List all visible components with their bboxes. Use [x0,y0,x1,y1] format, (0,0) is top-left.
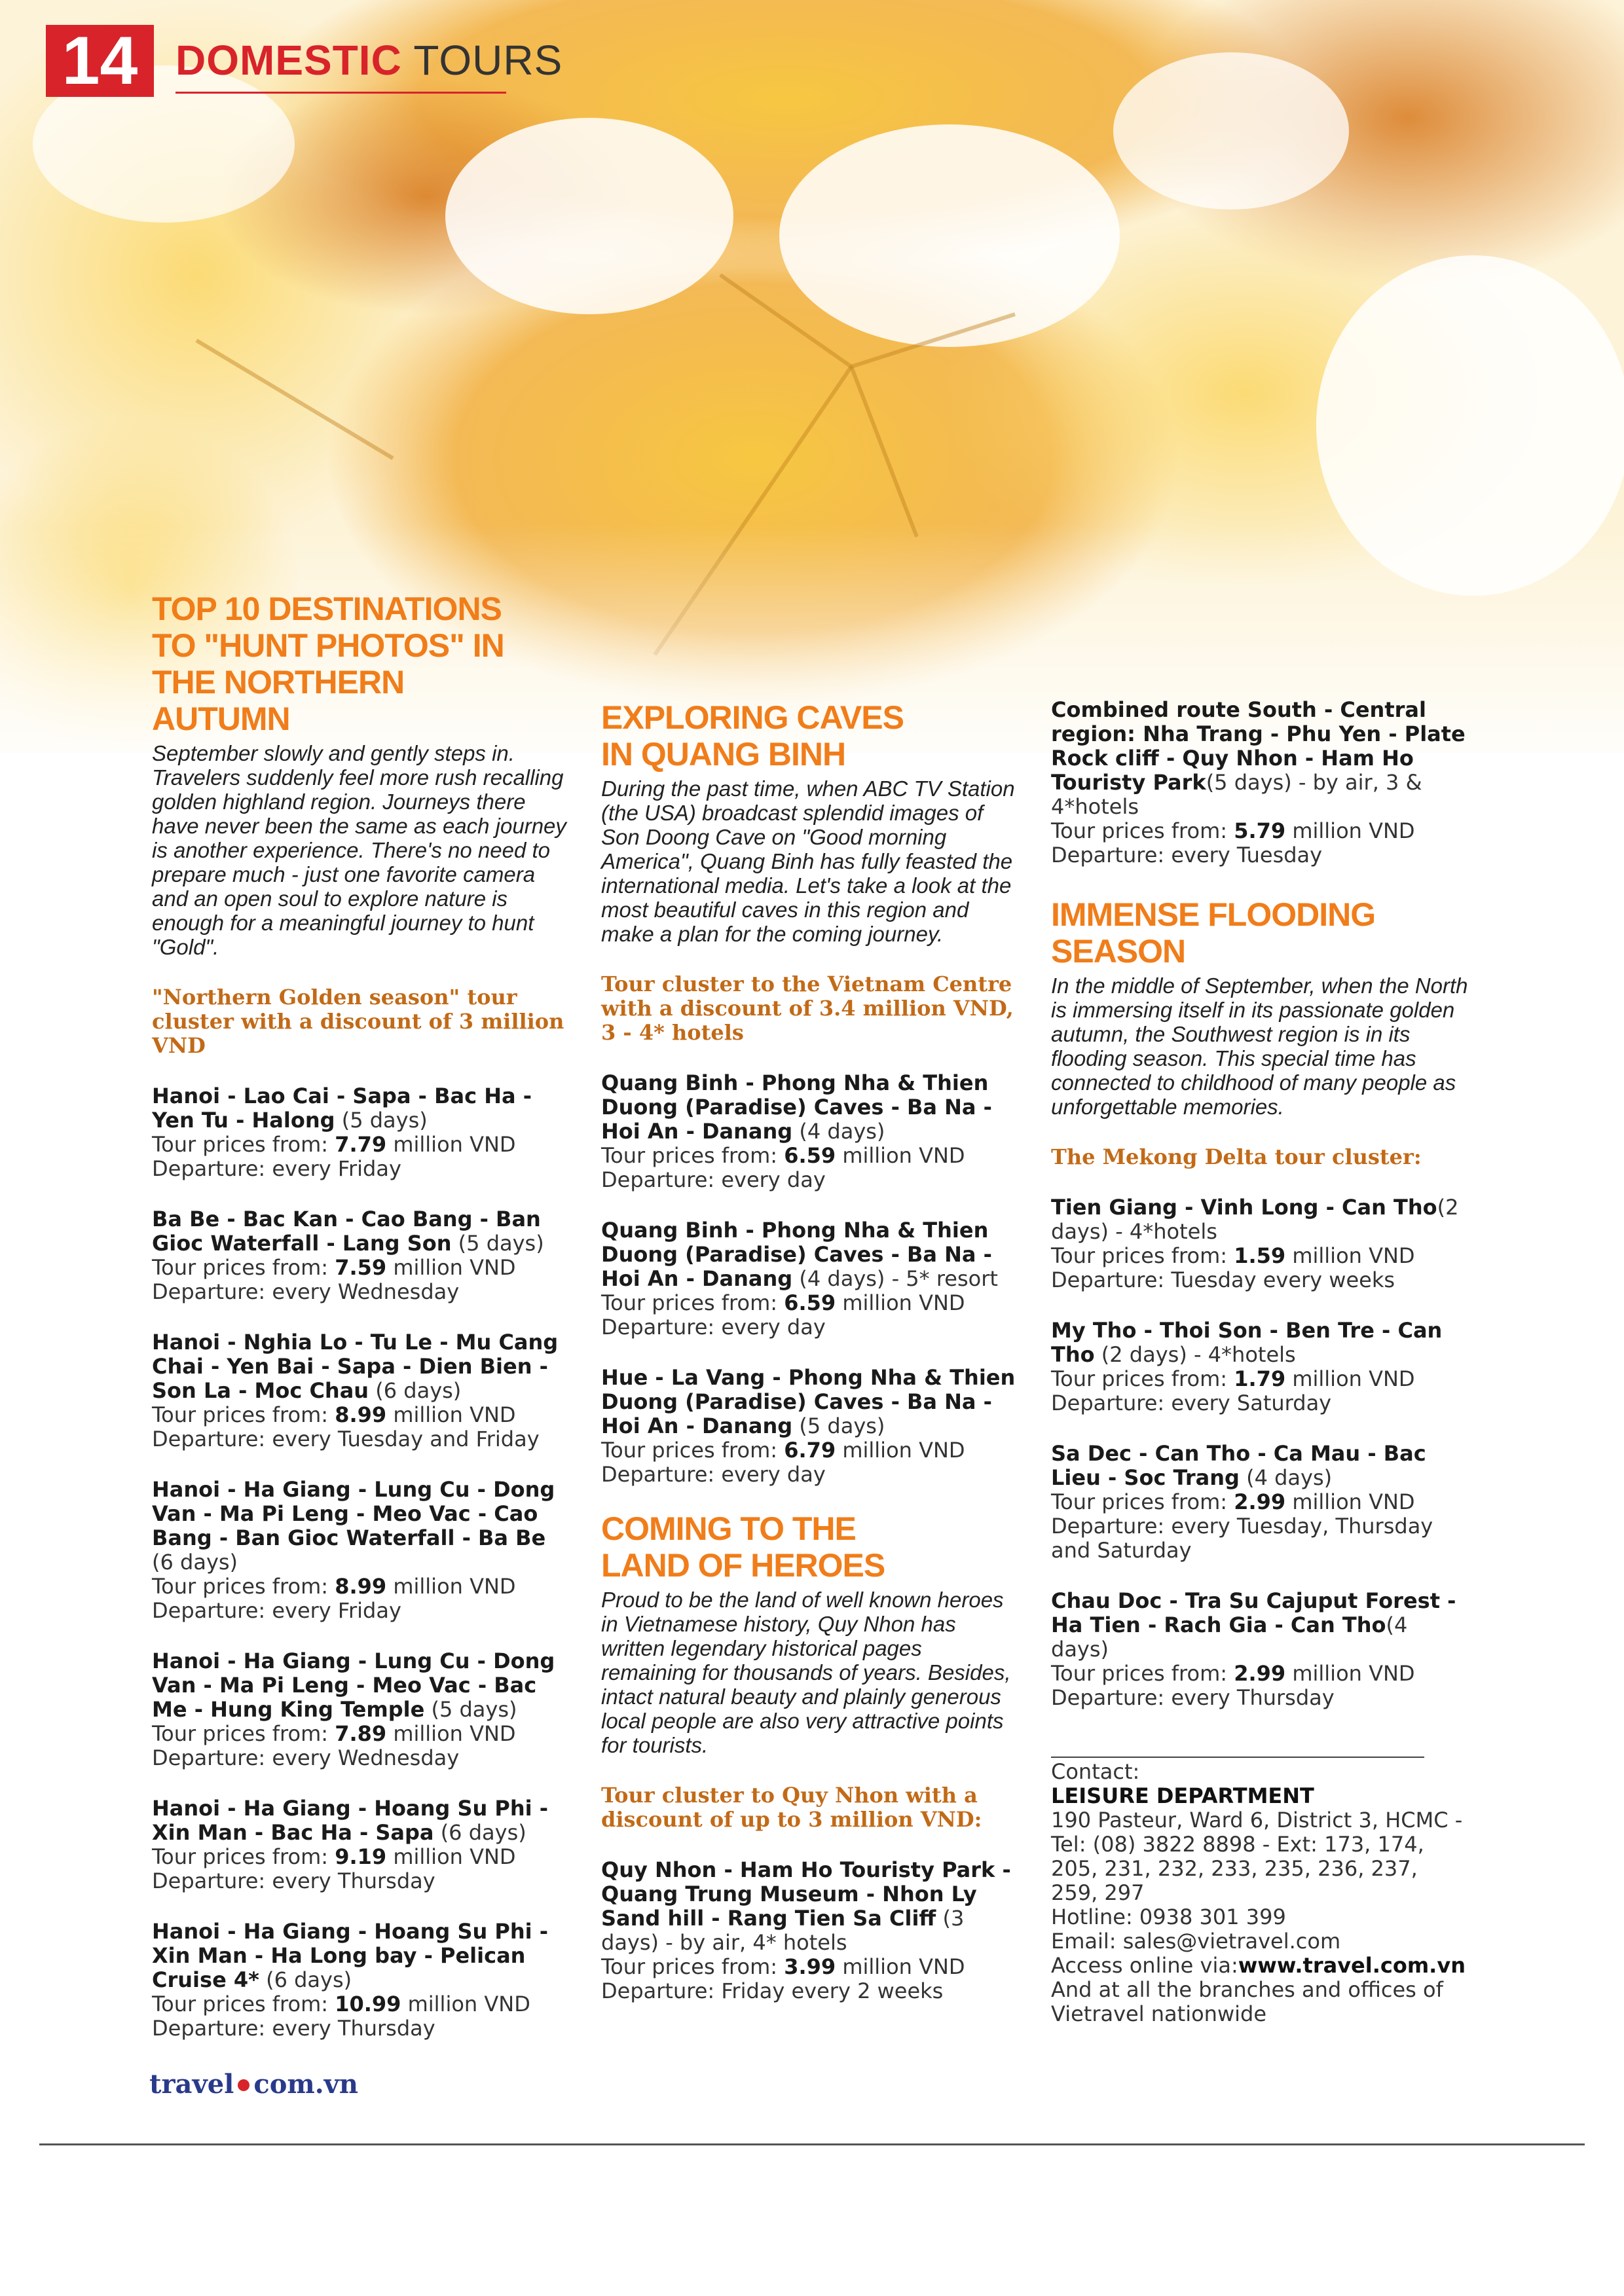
contact-block [1051,1760,1470,2026]
contact-hotline: Hotline: 0938 301 399 [1051,1904,1286,1929]
tour-price-line [601,1291,1020,1315]
tour-route: Tien Giang - Vinh Long - Can Tho [1051,1195,1437,1220]
tour-route-line [601,1218,1020,1291]
contact-email[interactable]: Email: sales@vietravel.com [1051,1929,1341,1954]
tour-duration: (5 days) [335,1108,428,1133]
tour-price-prefix: Tour prices from: [1051,1243,1234,1268]
tour-price-value: 10.99 [335,1992,401,2016]
tour-route: Hanoi - Ha Giang - Hoang Su Phi - Xin Man - Bac Ha - Sapa [152,1796,549,1845]
tour-departure: Departure: every day [601,1167,826,1192]
tour-route-line [152,1207,571,1256]
brand-domain: com.vn [253,2069,358,2100]
brand-dot-icon [238,2079,249,2091]
tour-duration: (4 days) [1239,1465,1333,1490]
tour-duration: (6 days) [369,1378,462,1403]
article-heading-caves: EXPLORING CAVES IN QUANG BINH [601,699,904,773]
tour-price-prefix: Tour prices from: [1051,1661,1234,1686]
tour-departure: Departure: every Thursday [1051,1685,1335,1710]
tour-price-line [152,1845,571,1869]
tour-route: My Tho - Thoi Son - Ben Tre - Can Tho [1051,1318,1443,1367]
tour-departure: Departure: every Wednesday [152,1745,460,1770]
tour-route: Hanoi - Ha Giang - Lung Cu - Dong Van - Ma Pi Leng - Meo Vac - Bac Me - Hung King Temple [152,1649,555,1722]
tour-price-prefix: Tour prices from: [152,1132,335,1157]
tour-item [1051,1589,1470,1710]
tour-price-value: 5.79 [1234,818,1286,843]
tour-price-suffix: million VND [1285,1366,1415,1391]
tour-item [601,1858,1020,2003]
tour-price-line [152,1992,571,2016]
tour-route: Hanoi - Lao Cai - Sapa - Bac Ha - Yen Tu - Halong [152,1084,532,1133]
tour-route: Ba Be - Bac Kan - Cao Bang - Ban Gioc Waterfall - Lang Son [152,1207,541,1256]
tour-departure: Departure: every Tuesday and Friday [152,1427,540,1451]
tour-price-prefix: Tour prices from: [601,1143,784,1168]
article-heading-heroes: COMING TO THE LAND OF HEROES [601,1510,885,1584]
tour-route: Quy Nhon - Ham Ho Touristy Park - Quang Trung Museum - Nhon Ly Sand hill - Rang Tien Sa Cliff [601,1857,1011,1931]
tour-item [152,1920,571,2041]
column-3 [1051,698,1470,1710]
tour-route: Hanoi - Ha Giang - Hoang Su Phi - Xin Man - Ha Long bay - Pelican Cruise 4* [152,1919,549,1992]
tour-duration: (6 days) [434,1820,526,1845]
tour-price-value: 6.59 [784,1143,836,1168]
tour-route-line [1051,698,1470,819]
tour-price-prefix: Tour prices from: [152,1574,335,1599]
tour-price-suffix: million VND [836,1143,965,1168]
tour-duration: (4 days) [1051,1613,1408,1662]
tour-price-line [152,1133,571,1157]
brand-travel: travel [149,2069,234,2100]
tour-item [1051,698,1470,867]
tour-cluster-heading-mekong: The Mekong Delta tour cluster: [1051,1144,1422,1169]
tour-item [1051,1195,1470,1292]
contact-address: 190 Pasteur, Ward 6, District 3, HCMC - Tel: (08) 3822 8898 - Ext: 173, 174, 205, 231, 232, 233, 235, 236, 237, 259, 297 [1051,1808,1463,1905]
tour-price-value: 3.99 [784,1954,836,1979]
column-1 [152,591,571,2041]
tour-list-mekong [1051,1195,1470,1710]
tour-duration: (5 days) [451,1231,544,1256]
tour-route-line [1051,1442,1470,1490]
tour-price-suffix: million VND [386,1721,516,1746]
tour-price-prefix: Tour prices from: [152,1402,335,1427]
tour-departure: Departure: every Saturday [1051,1391,1332,1415]
tour-duration: (3 days) - by air, 4* hotels [601,1906,965,1955]
tour-item [152,1478,571,1623]
tour-price-value: 7.79 [335,1132,387,1157]
tour-item [1051,1442,1470,1563]
tour-route: Sa Dec - Can Tho - Ca Mau - Bac Lieu - Soc Trang [1051,1441,1426,1490]
tour-cluster-heading-northern: "Northern Golden season" tour cluster with a discount of 3 million VND [152,985,564,1058]
tour-route-line [152,1330,571,1403]
tour-price-value: 7.89 [335,1721,387,1746]
contact-divider [1051,1757,1424,1758]
tour-route-line [152,1084,571,1133]
tour-price-prefix: Tour prices from: [601,1290,784,1315]
tour-price-value: 2.99 [1234,1489,1286,1514]
tour-route: Quang Binh - Phong Nha & Thien Duong (Paradise) Caves - Ba Na - Hoi An - Danang [601,1070,992,1144]
tour-price-suffix: million VND [836,1438,965,1463]
article-intro-northern-autumn: September slowly and gently steps in. Travelers suddenly feel more rush recalling golden highland region. Journeys there have never been the same as each journey is another experience. There's no need to prepare much - just one favorite camera and an open soul to explore nature is enough for a meaningful journey to hunt "Gold". [152,741,566,959]
tour-price-line [601,1955,1020,1979]
tour-route-line [152,1649,571,1722]
tour-price-value: 2.99 [1234,1661,1286,1686]
tour-route: Combined route South - Central region: Nha Trang - Phu Yen - Plate Rock cliff - Quy Nhon - Ham Ho Touristy Park [1051,697,1466,795]
tour-departure: Departure: every Tuesday, Thursday and Saturday [1051,1514,1433,1563]
tour-price-line [152,1256,571,1280]
tour-price-prefix: Tour prices from: [601,1954,784,1979]
tour-cluster-heading-centre: Tour cluster to the Vietnam Centre with a discount of 3.4 million VND, 3 - 4* hotels [601,972,1014,1045]
tour-item [601,1071,1020,1192]
article-intro-caves: During the past time, when ABC TV Station (the USA) broadcast splendid images of Son Doong Cave on "Good morning America", Quang Binh has fully feasted the international media. Let's take a look at the most beautiful caves in this region and make a plan for the coming journey. [601,776,1015,946]
tour-price-line [601,1438,1020,1463]
tour-list-quy-nhon [601,1858,1020,2003]
tour-duration: (2 days) - 4*hotels [1094,1342,1296,1367]
tour-route-line [1051,1319,1470,1367]
tour-price-line [1051,819,1470,843]
tour-combined-route [1051,698,1470,867]
tour-price-line [1051,1490,1470,1514]
tour-price-value: 9.19 [335,1844,387,1869]
tour-departure: Departure: every day [601,1462,826,1487]
tour-price-value: 6.79 [784,1438,836,1463]
tour-duration: (5 days) [424,1697,517,1722]
tour-price-value: 8.99 [335,1402,387,1427]
tour-price-value: 1.79 [1234,1366,1286,1391]
tour-route-line [152,1920,571,1992]
tour-route: Quang Binh - Phong Nha & Thien Duong (Paradise) Caves - Ba Na - Hoi An - Danang [601,1218,992,1291]
article-intro-heroes: Proud to be the land of well known heroes in Vietnamese history, Quy Nhon has written legendary historical pages remaining for thousands of years. Besides, intact natural beauty and plainly generous local people are also very attractive points for tourists. [601,1588,1011,1757]
tour-duration: (6 days) [152,1550,238,1575]
tour-price-line [1051,1244,1470,1268]
tour-item [601,1366,1020,1487]
tour-departure: Departure: every Friday [152,1156,401,1181]
tour-route-line [1051,1195,1470,1244]
contact-website-link[interactable]: www.travel.com.vn [1238,1953,1466,1978]
tour-route-line [601,1366,1020,1438]
tour-departure: Departure: Tuesday every weeks [1051,1267,1395,1292]
tour-price-suffix: million VND [386,1255,516,1280]
tour-price-value: 6.59 [784,1290,836,1315]
tour-departure: Departure: every Tuesday [1051,843,1323,867]
contact-label: Contact: [1051,1759,1140,1784]
tour-departure: Departure: every day [601,1315,826,1339]
column-2 [601,699,1020,2003]
tour-departure: Departure: every Friday [152,1598,401,1623]
tour-duration: (5 days) [792,1413,885,1438]
tour-duration: (6 days) [259,1967,352,1992]
tour-route-line [1051,1589,1470,1662]
tour-route-line [601,1858,1020,1955]
tour-price-suffix: million VND [401,1992,530,2016]
tour-item [152,1084,571,1181]
tour-route: Hanoi - Ha Giang - Lung Cu - Dong Van - Ma Pi Leng - Meo Vac - Cao Bang - Ban Gioc Waterfall - Ba Be [152,1477,555,1550]
tour-price-prefix: Tour prices from: [1051,818,1234,843]
tour-cluster-heading-quy-nhon: Tour cluster to Quy Nhon with a discount of up to 3 million VND: [601,1783,982,1832]
tour-price-value: 7.59 [335,1255,387,1280]
tour-price-suffix: million VND [386,1844,516,1869]
tour-route: Hue - La Vang - Phong Nha & Thien Duong (Paradise) Caves - Ba Na - Hoi An - Danang [601,1365,1016,1438]
tour-departure: Departure: Friday every 2 weeks [601,1978,944,2003]
footer-brand-logo[interactable] [149,2069,358,2100]
section-title-rest: TOURS [413,37,563,84]
section-title [175,34,563,86]
tour-duration: (2 days) - 4*hotels [1051,1195,1459,1244]
tour-item [152,1796,571,1893]
article-heading-flooding: IMMENSE FLOODING SEASON [1051,896,1376,970]
tour-route-line [152,1478,571,1575]
tour-price-suffix: million VND [836,1954,965,1979]
tour-price-suffix: million VND [386,1574,516,1599]
tour-price-suffix: million VND [836,1290,965,1315]
section-title-highlight: DOMESTIC [175,37,402,84]
article-heading-northern-autumn: TOP 10 DESTINATIONS TO "HUNT PHOTOS" IN THE NORTHERN AUTUMN [152,591,504,737]
tour-item [152,1330,571,1451]
tour-price-prefix: Tour prices from: [152,1721,335,1746]
tour-price-suffix: million VND [386,1132,516,1157]
section-title-underline [175,92,506,94]
tour-departure: Departure: every Thursday [152,1868,435,1893]
contact-access [1051,1954,1470,1978]
page-number-badge: 14 [46,25,154,97]
tour-duration: (4 days) - 5* resort [792,1266,998,1291]
tour-price-prefix: Tour prices from: [152,1255,335,1280]
tour-price-prefix: Tour prices from: [152,1992,335,2016]
tour-duration: (5 days) - by air, 3 & 4*hotels [1051,770,1422,819]
tour-price-value: 1.59 [1234,1243,1286,1268]
tour-item [601,1218,1020,1339]
tour-price-prefix: Tour prices from: [152,1844,335,1869]
tour-item [152,1649,571,1770]
tour-duration: (4 days) [792,1119,885,1144]
tour-price-suffix: million VND [1285,818,1415,843]
tour-price-line [1051,1662,1470,1686]
tour-list-centre [601,1071,1020,1487]
tour-price-value: 8.99 [335,1574,387,1599]
contact-department: LEISURE DEPARTMENT [1051,1783,1314,1808]
article-intro-flooding: In the middle of September, when the North is immersing itself in its passionate golden autumn, the Southwest region is in its flooding season. This special time has connected to childhood of many people as unforgettable memories. [1051,974,1468,1119]
tour-price-prefix: Tour prices from: [601,1438,784,1463]
tour-item [152,1207,571,1304]
page-bottom-rule [39,2143,1585,2145]
tour-price-suffix: million VND [1285,1489,1415,1514]
tour-route-line [601,1071,1020,1144]
tour-departure: Departure: every Thursday [152,2016,435,2041]
tour-route: Hanoi - Nghia Lo - Tu Le - Mu Cang Chai - Yen Bai - Sapa - Dien Bien - Son La - Moc Chau [152,1330,559,1403]
tour-price-line [1051,1367,1470,1391]
tour-price-suffix: million VND [1285,1243,1415,1268]
contact-branches: And at all the branches and offices of Vietravel nationwide [1051,1977,1443,2026]
contact-access-prefix: Access online via: [1051,1953,1238,1978]
tour-price-suffix: million VND [386,1402,516,1427]
tour-price-line [152,1403,571,1427]
tour-price-suffix: million VND [1285,1661,1415,1686]
tour-route: Chau Doc - Tra Su Cajuput Forest - Ha Tien - Rach Gia - Can Tho [1051,1588,1456,1637]
tour-price-prefix: Tour prices from: [1051,1489,1234,1514]
tour-price-line [601,1144,1020,1168]
tour-route-line [152,1796,571,1845]
tour-item [1051,1319,1470,1415]
tour-departure: Departure: every Wednesday [152,1279,460,1304]
tour-price-line [152,1722,571,1746]
tour-price-line [152,1575,571,1599]
tour-list-northern [152,1084,571,2041]
tour-price-prefix: Tour prices from: [1051,1366,1234,1391]
